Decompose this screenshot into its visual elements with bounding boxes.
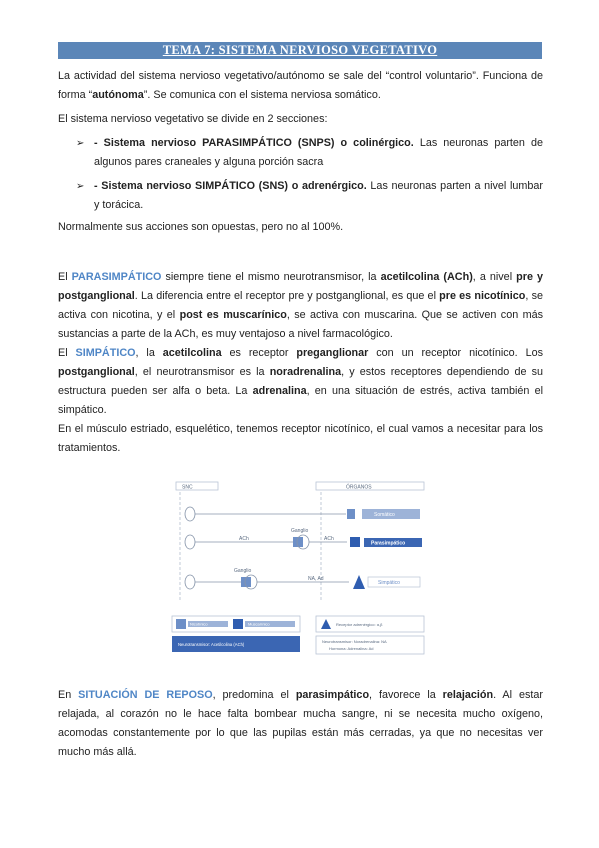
musculo-paragraph: En el músculo estriado, esquelético, tenemos receptor nicotínico, el cual vamos a necesitar para los tratamientos.: [58, 423, 543, 454]
sympathetic-label: Simpático: [378, 580, 400, 586]
neuron-body-icon: [185, 507, 195, 521]
legend-muscarinic-label: Muscarínico: [248, 621, 270, 627]
para-text: , se activa con nicotina, y el: [58, 290, 544, 321]
legend-ach-label: Neurotransmisor: Acetilcolina (ACh): [178, 642, 245, 647]
intro-paragraph: [58, 67, 543, 105]
para-text: siempre tiene el mismo neurotransmisor, la: [161, 271, 381, 283]
neuron-body-icon: [185, 575, 195, 589]
simp-text: , en una situación de estrés, activa también el simpático.: [58, 385, 543, 416]
reposo-paragraph: [58, 686, 543, 762]
legend-adrenergic-label: Receptor adrenérgico: α,β: [336, 622, 383, 627]
neuron-body-icon: [185, 535, 195, 549]
para-prefix: El: [58, 271, 72, 283]
legend-na-label: Neurotransmisor: Noradrenalina: NA: [322, 639, 387, 644]
simp-term: SIMPÁTICO: [75, 347, 136, 359]
legend-nicotinic-label: Nicotínico: [190, 621, 208, 627]
reposo-prefix: En: [58, 689, 79, 701]
legend-muscarinic-icon: [233, 619, 243, 629]
bullet-1-bold: - Sistema nervioso PARASIMPÁTICO (SNPS) o colinérgico.: [94, 137, 414, 149]
page-title: TEMA 7: SISTEMA NERVIOSO VEGETATIVO: [58, 42, 542, 59]
intro-text-1: La actividad del sistema nervioso vegetativo/autónomo se sale del “control voluntario”. Funciona de forma “: [58, 70, 543, 101]
adrenergic-receptor-icon: [353, 575, 365, 589]
simp-text: es receptor: [221, 347, 297, 359]
bullet-2-bold: - Sistema nervioso SIMPÁTICO (SNS) o adrenérgico.: [94, 180, 367, 192]
reposo-term: SITUACIÓN DE REPOSO: [78, 689, 213, 701]
simp-prefix: El: [58, 347, 76, 359]
reposo-bold: relajación: [442, 689, 494, 701]
ach-label-2: ACh: [324, 536, 334, 542]
nicotinic-receptor-icon: [347, 509, 355, 519]
intro-text-3: ”. Se comunica con el sistema nerviosa somático.: [143, 89, 381, 101]
reposo-bold: parasimpático: [295, 689, 370, 701]
reposo-text: . Al estar relajada, al corazón no le hace falta bombear mucha sangre, ni se necesita mucho oxígeno, acomodas constantemente por lo que las pupilas están más cerradas, ya que no necesitas ver mucho más allá.: [58, 689, 543, 758]
reposo-text: , favorece la: [369, 689, 443, 701]
para-bold: post es muscarínico: [179, 309, 287, 321]
simp-text: , el neurotransmisor es la: [134, 366, 270, 378]
parasimpatico-paragraph: [58, 268, 543, 344]
bullet-arrow-icon: ➢: [76, 138, 85, 149]
ach-label-1: ACh: [239, 536, 249, 542]
organos-label: ÓRGANOS: [346, 484, 372, 491]
legend-ad-label: Hormona: Adrenalina: Ad: [329, 646, 374, 651]
legend-nicotinic-icon: [176, 619, 186, 629]
simp-bold: acetilcolina: [162, 347, 222, 359]
muscarinic-receptor-icon: [350, 537, 360, 547]
simpatico-paragraph: [58, 344, 543, 420]
somatic-label: Somático: [374, 512, 395, 518]
reposo-text: , predomina el: [212, 689, 296, 701]
divide-paragraph: El sistema nervioso vegetativo se divide en 2 secciones:: [58, 113, 328, 125]
simp-bold: preganglionar: [296, 347, 369, 359]
para-bold: pre es nicotínico: [439, 290, 526, 302]
simp-text: con un receptor nicotínico. Los: [368, 347, 544, 359]
intro-bold-autonoma: autónoma: [92, 89, 144, 101]
bullet-arrow-icon: ➢: [76, 181, 85, 192]
bullet-2-rest: Las neuronas parten a nivel lumbar y torácica.: [94, 180, 543, 211]
normalmente-paragraph: Normalmente sus acciones son opuestas, pero no al 100%.: [58, 221, 344, 233]
simp-text: , y estos receptores dependiendo de su estructura pueden ser alfa o beta. La: [58, 366, 543, 397]
simp-text: , la: [135, 347, 163, 359]
para-text: , se activa con muscarina. Que se activen con más sustancias a parte de la ACh, es muy ventajoso a nivel farmacológico.: [58, 309, 543, 340]
para-text: . La diferencia entre el receptor pre y postganglional, es que el: [134, 290, 440, 302]
bullet-1-rest: Las neuronas parten de algunos pares craneales y alguna porción sacra: [94, 137, 543, 168]
autonomic-diagram: [166, 474, 434, 664]
para-text: , a nivel: [472, 271, 517, 283]
parasympathetic-label: Parasimpático: [371, 540, 406, 547]
na-ad-label: NA, Ad: [308, 576, 324, 582]
ganglion-label-2: Ganglio: [234, 568, 252, 574]
para-bold: acetilcolina (ACh): [380, 271, 473, 283]
simp-bold: adrenalina: [252, 385, 307, 397]
simp-bold: noradrenalina: [269, 366, 342, 378]
para-term: PARASIMPÁTICO: [71, 271, 162, 283]
bullet-parasimpatico: [94, 134, 543, 172]
snc-label: SNC: [182, 484, 193, 491]
bullet-simpatico: [94, 177, 543, 215]
ganglion-label-1: Ganglio: [291, 528, 309, 534]
para-bold: pre y postganglional: [58, 271, 543, 302]
simp-bold: postganglional: [58, 366, 135, 378]
